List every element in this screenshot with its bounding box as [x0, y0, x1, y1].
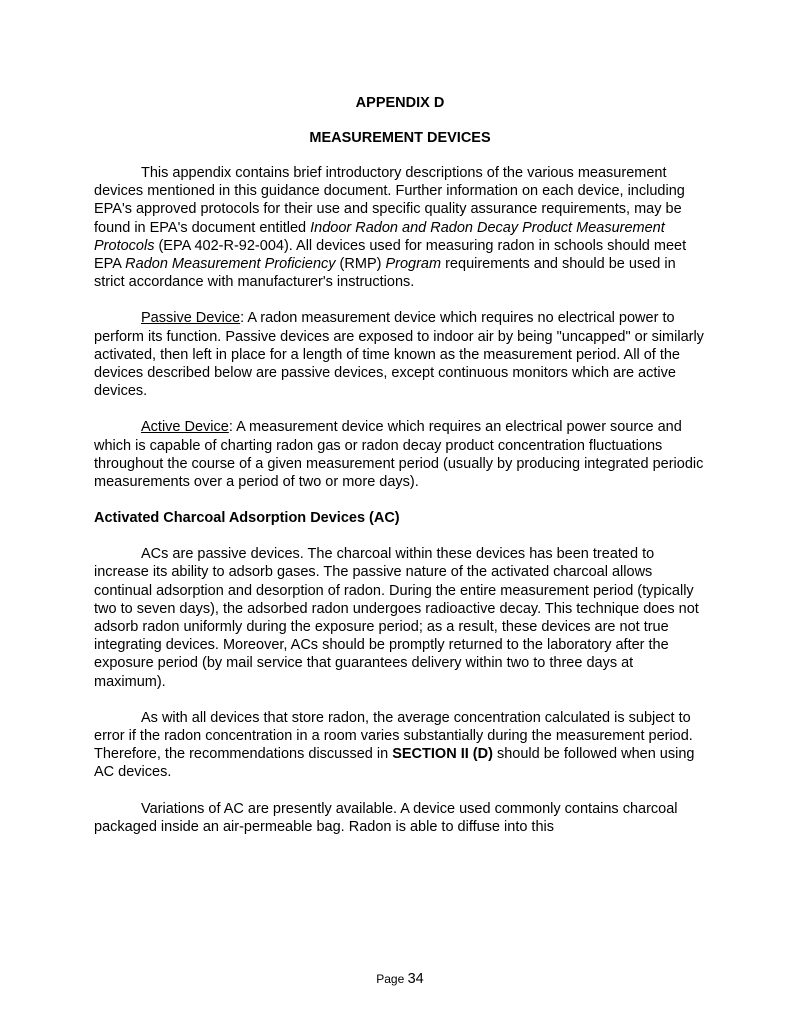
passive-device-definition: : A radon measurement device which requires no electrical power to perform its function. Passive devices are exposed to indoor air by being "uncapped" or similarly activated, then left in place for a length of time known as the measurement period. All of the devices described below are passive devices, except continuous monitors which are active devices.: [94, 310, 704, 400]
appendix-title: APPENDIX D: [355, 95, 445, 111]
active-device-term: Active Device: [141, 419, 229, 436]
ac-paragraph-1: ACs are passive devices. The charcoal within these devices has been treated to increase its ability to adsorb gases. The passive nature of the activated charcoal allows continual adsorption and desorption of radon. During the entire measurement period (typically two to seven days), the adsorbed radon undergoes radioactive decay. This technique does not adsorb radon uniformly during the exposure period; as a result, these devices are not true integrating devices. Moreover, ACs should be promptly returned to the laboratory after the exposure period (by mail service that guarantees delivery within two to three days at maximum).: [94, 546, 699, 690]
ac-paragraph-2-text-a: As with all devices that store radon, the average concentration calculated is subject to error if the radon concentration in a room varies substantially during the measurement period. Therefore, the recommendations discussed in: [94, 709, 693, 763]
proficiency-title: Radon Measurement Proficiency: [125, 256, 336, 273]
section-title: MEASUREMENT DEVICES: [309, 130, 491, 146]
ac-section-heading: Activated Charcoal Adsorption Devices (AC): [94, 510, 400, 527]
ac-paragraph-3: Variations of AC are presently available. A device used commonly contains charcoal packaged inside an air-permeable bag. Radon is able to diffuse into this: [94, 800, 678, 835]
document-page: [94, 94, 706, 836]
ac-paragraph-2: [94, 709, 706, 782]
intro-text-2: (EPA 402-R-92-004). All devices used for measuring radon in schools should meet EPA: [94, 237, 687, 273]
active-device-paragraph: [94, 418, 706, 491]
page-label: Page: [376, 972, 405, 986]
section-reference: SECTION II (D): [392, 746, 493, 763]
passive-device-paragraph: [94, 309, 706, 400]
page-footer: [0, 971, 800, 987]
page-number: 34: [407, 971, 424, 987]
intro-text-4: requirements and should be used in strict accordance with manufacturer's instructions.: [94, 256, 676, 291]
intro-paragraph: [94, 164, 706, 291]
intro-text-3: (RMP): [335, 256, 386, 273]
passive-device-term: Passive Device: [141, 310, 241, 327]
program-word: Program: [385, 256, 442, 273]
intro-text-1: This appendix contains brief introductory descriptions of the various measurement devices mentioned in this guidance document. Further information on each device, including EPA's approved protocols for their use and specific quality assurance requirements, may be found in EPA's document entitled: [94, 165, 685, 236]
protocols-title: Indoor Radon and Radon Decay Product Measurement Protocols: [94, 219, 665, 254]
ac-paragraph-2-text-b: should be followed when using AC devices.: [94, 746, 695, 781]
active-device-definition: : A measurement device which requires an electrical power source and which is capable of charting radon gas or radon decay product concentration fluctuations throughout the course of a given measurement period (usually by producing integrated periodic measurements over a period of two or more days).: [94, 419, 704, 491]
